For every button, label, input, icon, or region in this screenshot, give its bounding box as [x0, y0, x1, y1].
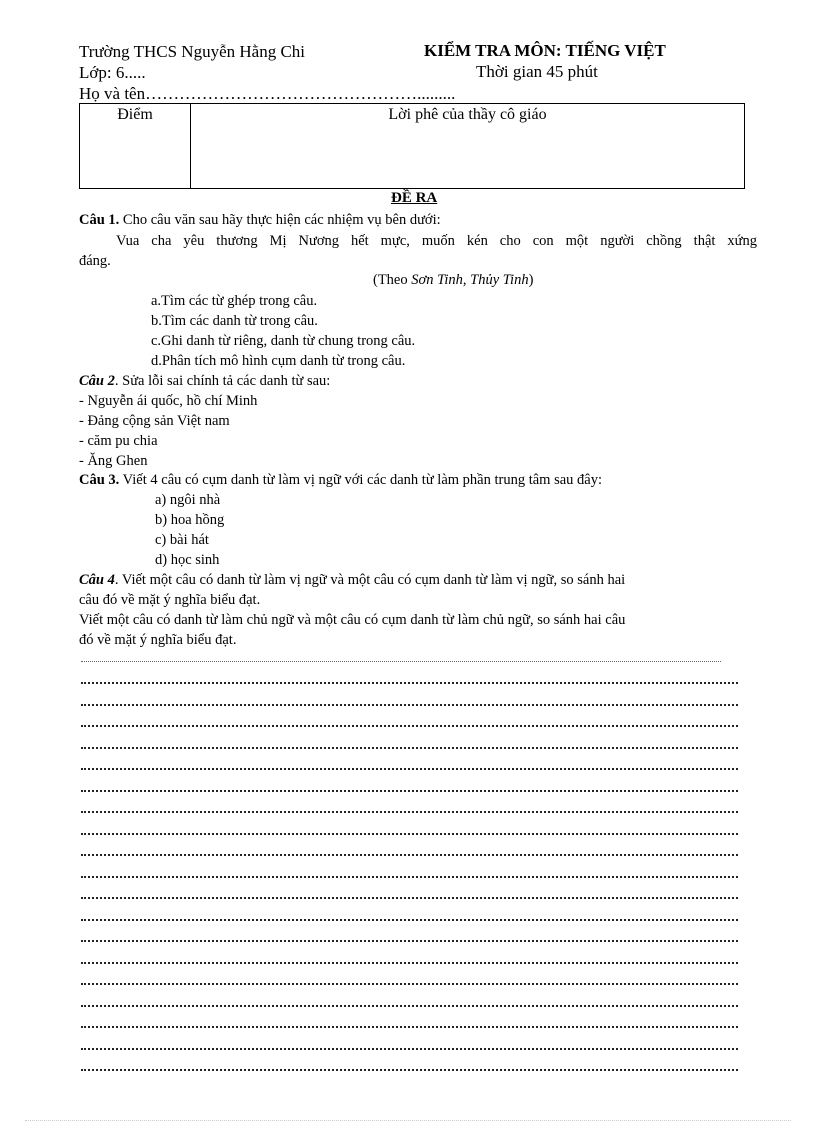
answer-line[interactable]	[81, 1069, 738, 1071]
q1-source-title: Sơn Tinh, Thủy Tinh	[411, 272, 529, 288]
q2-prompt: Câu 2. Sửa lỗi sai chính tả các danh từ sau:	[79, 373, 331, 389]
q1-item: a.Tìm các từ ghép trong câu.	[151, 293, 318, 309]
answer-line[interactable]	[81, 983, 738, 985]
q1-item: d.Phân tích mô hình cụm danh từ trong câu.	[151, 353, 406, 369]
q4-line4: đó về mặt ý nghĩa biểu đạt.	[79, 632, 237, 648]
score-header: Điểm	[117, 106, 153, 123]
answer-line[interactable]	[81, 962, 738, 964]
q3-label: Câu 3.	[79, 472, 120, 488]
q1-passage-line1: Vua cha yêu thương Mị Nương hết mực, muốn kén cho con một người chồng thật xứng	[116, 233, 757, 249]
q1-item: c.Ghi danh từ riêng, danh từ chung trong câu.	[151, 333, 416, 349]
page-bottom-rule	[25, 1120, 791, 1121]
answer-line[interactable]	[81, 919, 738, 921]
q3-item: d) học sinh	[155, 552, 220, 568]
answer-line[interactable]	[81, 854, 738, 856]
q2-item: - Ăng Ghen	[79, 453, 148, 469]
q4-line2: câu đó về mặt ý nghĩa biểu đạt.	[79, 592, 261, 608]
q4-line1: Câu 4. Viết một câu có danh từ làm vị ngữ và một câu có cụm danh từ làm vị ngữ, so sánh hai	[79, 572, 626, 588]
answer-line[interactable]	[81, 790, 738, 792]
answer-line[interactable]	[81, 661, 721, 662]
q2-item: - căm pu chia	[79, 433, 158, 449]
q2-item: - Nguyễn ái quốc, hồ chí Minh	[79, 393, 258, 409]
q3-item: b) hoa hồng	[155, 512, 225, 528]
answer-line[interactable]	[81, 876, 738, 878]
answer-line[interactable]	[81, 747, 738, 749]
answer-line[interactable]	[81, 725, 738, 727]
answer-line[interactable]	[81, 704, 738, 706]
section-title: ĐỀ RA	[391, 190, 438, 206]
q1-prompt: Câu 1. Cho câu văn sau hãy thực hiện các nhiệm vụ bên dưới:	[79, 212, 441, 228]
q1-source: (Theo Sơn Tinh, Thủy Tinh)	[373, 272, 534, 288]
answer-line[interactable]	[81, 940, 738, 942]
q1-item: b.Tìm các danh từ trong câu.	[151, 313, 318, 329]
q3-item: a) ngôi nhà	[155, 492, 221, 508]
answer-line[interactable]	[81, 897, 738, 899]
exam-time: Thời gian 45 phút	[476, 62, 598, 81]
student-name-label: Họ và tên………………………………………….........	[79, 84, 456, 103]
comment-cell[interactable]	[191, 104, 745, 189]
school-name: Trường THCS Nguyễn Hằng Chi	[79, 42, 306, 61]
class-label: Lớp: 6.....	[79, 63, 146, 82]
answer-line[interactable]	[81, 1005, 738, 1007]
comment-header: Lời phê của thầy cô giáo	[388, 106, 547, 123]
q3-prompt: Câu 3. Viết 4 câu có cụm danh từ làm vị ngữ với các danh từ làm phần trung tâm sau đây:	[79, 472, 603, 488]
exam-title: KIỂM TRA MÔN: TIẾNG VIỆT	[424, 41, 666, 60]
q1-label: Câu 1.	[79, 212, 120, 228]
q2-item: - Đảng cộng sản Việt nam	[79, 413, 230, 429]
q1-passage-line2: đáng.	[79, 253, 111, 269]
answer-line[interactable]	[81, 1048, 738, 1050]
q3-item: c) bài hát	[155, 532, 209, 548]
answer-line[interactable]	[81, 768, 738, 770]
q4-label: Câu 4	[79, 572, 115, 588]
answer-line[interactable]	[81, 682, 738, 684]
answer-line[interactable]	[81, 811, 738, 813]
answer-line[interactable]	[81, 833, 738, 835]
grade-table	[79, 103, 745, 189]
q2-label: Câu 2	[79, 373, 115, 389]
q4-line3: Viết một câu có danh từ làm chủ ngữ và một câu có cụm danh từ làm chủ ngữ, so sánh hai câu	[79, 612, 626, 628]
answer-line[interactable]	[81, 1026, 738, 1028]
score-cell[interactable]	[80, 104, 191, 189]
